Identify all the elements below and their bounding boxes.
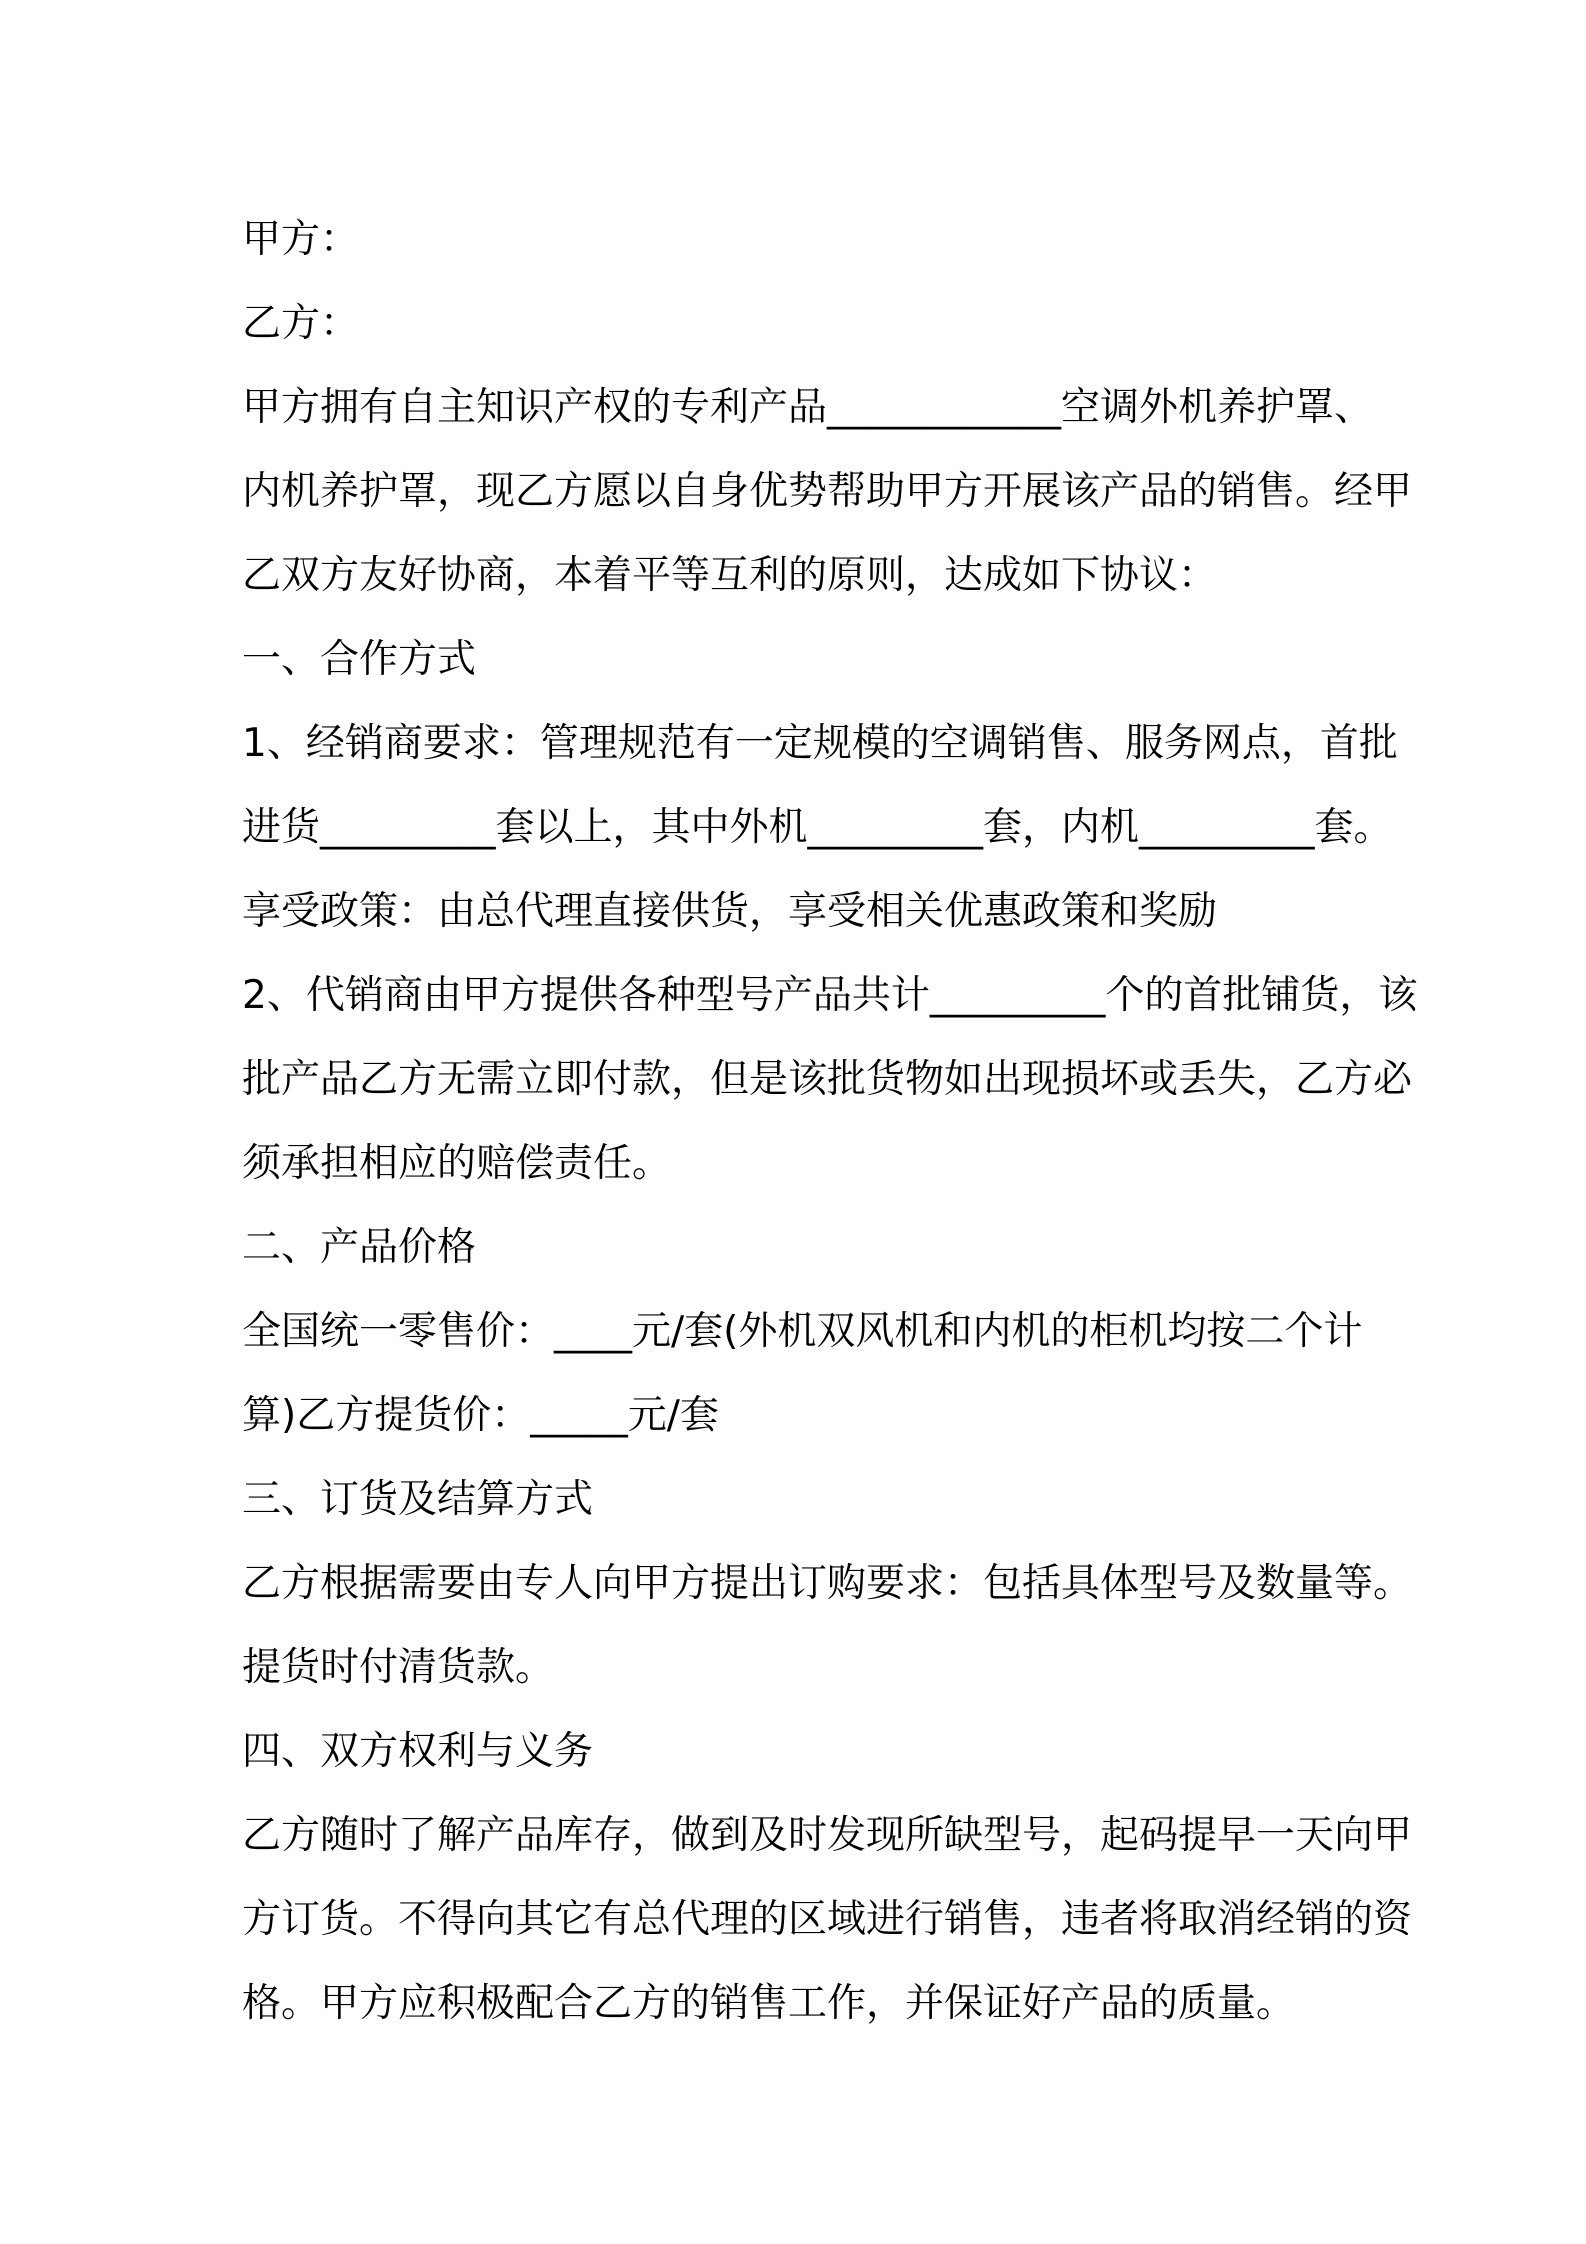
intro-line-3: 乙双方友好协商，本着平等互利的原则，达成如下协议： (242, 553, 1218, 598)
section-heading-2: 二、产品价格 (242, 1225, 477, 1270)
section-heading-4: 四、双方权利与义务 (242, 1729, 594, 1774)
section-heading-1: 一、合作方式 (242, 637, 477, 682)
clause-2-line-1: 2、代销商由甲方提供各种型号产品共计_________个的首批铺货，该 (242, 973, 1418, 1018)
clause-1-line-3: 享受政策：由总代理直接供货，享受相关优惠政策和奖励 (242, 889, 1218, 934)
document-body (242, 198, 1418, 2046)
clause-2-line-3: 须承担相应的赔偿责任。 (242, 1141, 672, 1186)
clause-1-line-2: 进货_________套以上，其中外机_________套，内机_________套。 (242, 805, 1393, 850)
duty-line-2: 方订货。不得向其它有总代理的区域进行销售，违者将取消经销的资 (242, 1897, 1413, 1942)
party-a-label: 甲方： (242, 217, 360, 262)
section-heading-3: 三、订货及结算方式 (242, 1477, 594, 1522)
order-line-2: 提货时付清货款。 (242, 1645, 555, 1690)
party-b-label: 乙方： (242, 301, 360, 346)
clause-1-line-1: 1、经销商要求：管理规范有一定规模的空调销售、服务网点，首批 (242, 721, 1398, 766)
duty-line-3: 格。甲方应积极配合乙方的销售工作，并保证好产品的质量。 (242, 1981, 1296, 2026)
price-line-1: 全国统一零售价：____元/套(外机双风机和内机的柜机均按二个计 (242, 1309, 1363, 1354)
intro-line-2: 内机养护罩，现乙方愿以自身优势帮助甲方开展该产品的销售。经甲 (242, 469, 1413, 514)
order-line-1: 乙方根据需要由专人向甲方提出订购要求：包括具体型号及数量等。 (242, 1561, 1413, 1606)
duty-line-1: 乙方随时了解产品库存，做到及时发现所缺型号，起码提早一天向甲 (242, 1813, 1413, 1858)
clause-2-line-2: 批产品乙方无需立即付款，但是该批货物如出现损坏或丢失，乙方必 (242, 1057, 1413, 1102)
intro-line-1: 甲方拥有自主知识产权的专利产品____________空调外机养护罩、 (242, 385, 1374, 430)
price-line-2: 算)乙方提货价：_____元/套 (242, 1393, 719, 1438)
